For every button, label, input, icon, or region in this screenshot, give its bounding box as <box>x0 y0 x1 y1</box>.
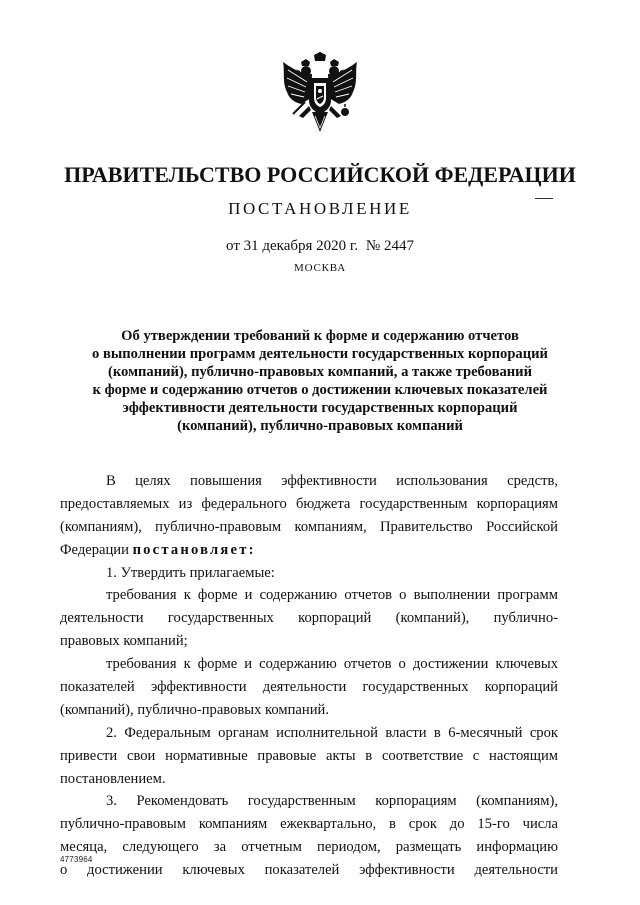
date-line <box>60 238 580 255</box>
document-type: ПОСТАНОВЛЕНИЕ <box>228 199 412 218</box>
body-line: публично-правовым компаниям ежеквартально, в срок до 15-го числа <box>60 816 558 833</box>
document-body <box>60 470 558 882</box>
subject-line: о выполнении программ деятельности государственных корпораций <box>92 346 548 362</box>
body-line: (компаний), публично-правовых компаний. <box>60 701 329 718</box>
coat-of-arms-icon <box>279 52 361 140</box>
body-line: 2. Федеральным органам исполнительной власти в 6-месячный срок <box>106 724 558 741</box>
body-line: правовых компаний; <box>60 633 188 650</box>
subject-line: (компаний), публично-правовых компаний <box>177 418 463 434</box>
document-city: МОСКВА <box>294 262 346 274</box>
subject-line: (компаний), публично-правовых компаний, а также требований <box>107 364 533 380</box>
resolution-keyword: постановляет: <box>132 541 256 558</box>
subject-line: Об утверждении требований к форме и содержанию отчетов <box>121 328 519 344</box>
footer-code: 4773964 <box>60 855 93 864</box>
body-line: постановлением. <box>60 770 166 787</box>
body-line: показателей эффективности деятельности государственных корпораций <box>60 679 558 696</box>
body-line: В целях повышения эффективности использования средств, <box>106 473 558 489</box>
body-line: 3. Рекомендовать государственным корпорациям (компаниям), <box>106 793 558 810</box>
document-date: от 31 декабря 2020 г. <box>226 238 359 254</box>
subject-line: к форме и содержанию отчетов о достижении ключевых показателей <box>92 382 548 398</box>
body-line: требования к форме и содержанию отчетов о достижении ключевых <box>106 656 558 673</box>
body-line: предоставляемых из федерального бюджета государственным корпорациям <box>60 495 558 512</box>
body-line: 1. Утвердить прилагаемые: <box>106 564 275 581</box>
body-line <box>60 539 558 562</box>
document-number: № 2447 <box>365 238 414 254</box>
body-line: о достижении ключевых показателей эффективности деятельности <box>60 862 558 879</box>
government-title: ПРАВИТЕЛЬСТВО РОССИЙСКОЙ ФЕДЕРАЦИИ <box>64 162 576 187</box>
body-line: месяца, следующего за отчетным периодом, размещать информацию <box>60 839 558 856</box>
body-line: требования к форме и содержанию отчетов о выполнении программ <box>106 587 558 604</box>
body-text: Федерации <box>60 541 129 558</box>
subject-line: эффективности деятельности государственных корпораций <box>122 400 518 416</box>
document-subject <box>60 327 580 435</box>
body-line: привести свои нормативные правовые акты в соответствие с настоящим <box>60 747 558 764</box>
body-line: (компаниям), публично-правовым компаниям, Правительство Российской <box>60 518 558 535</box>
body-line: деятельности государственных корпораций (компаний), публично- <box>60 610 558 627</box>
